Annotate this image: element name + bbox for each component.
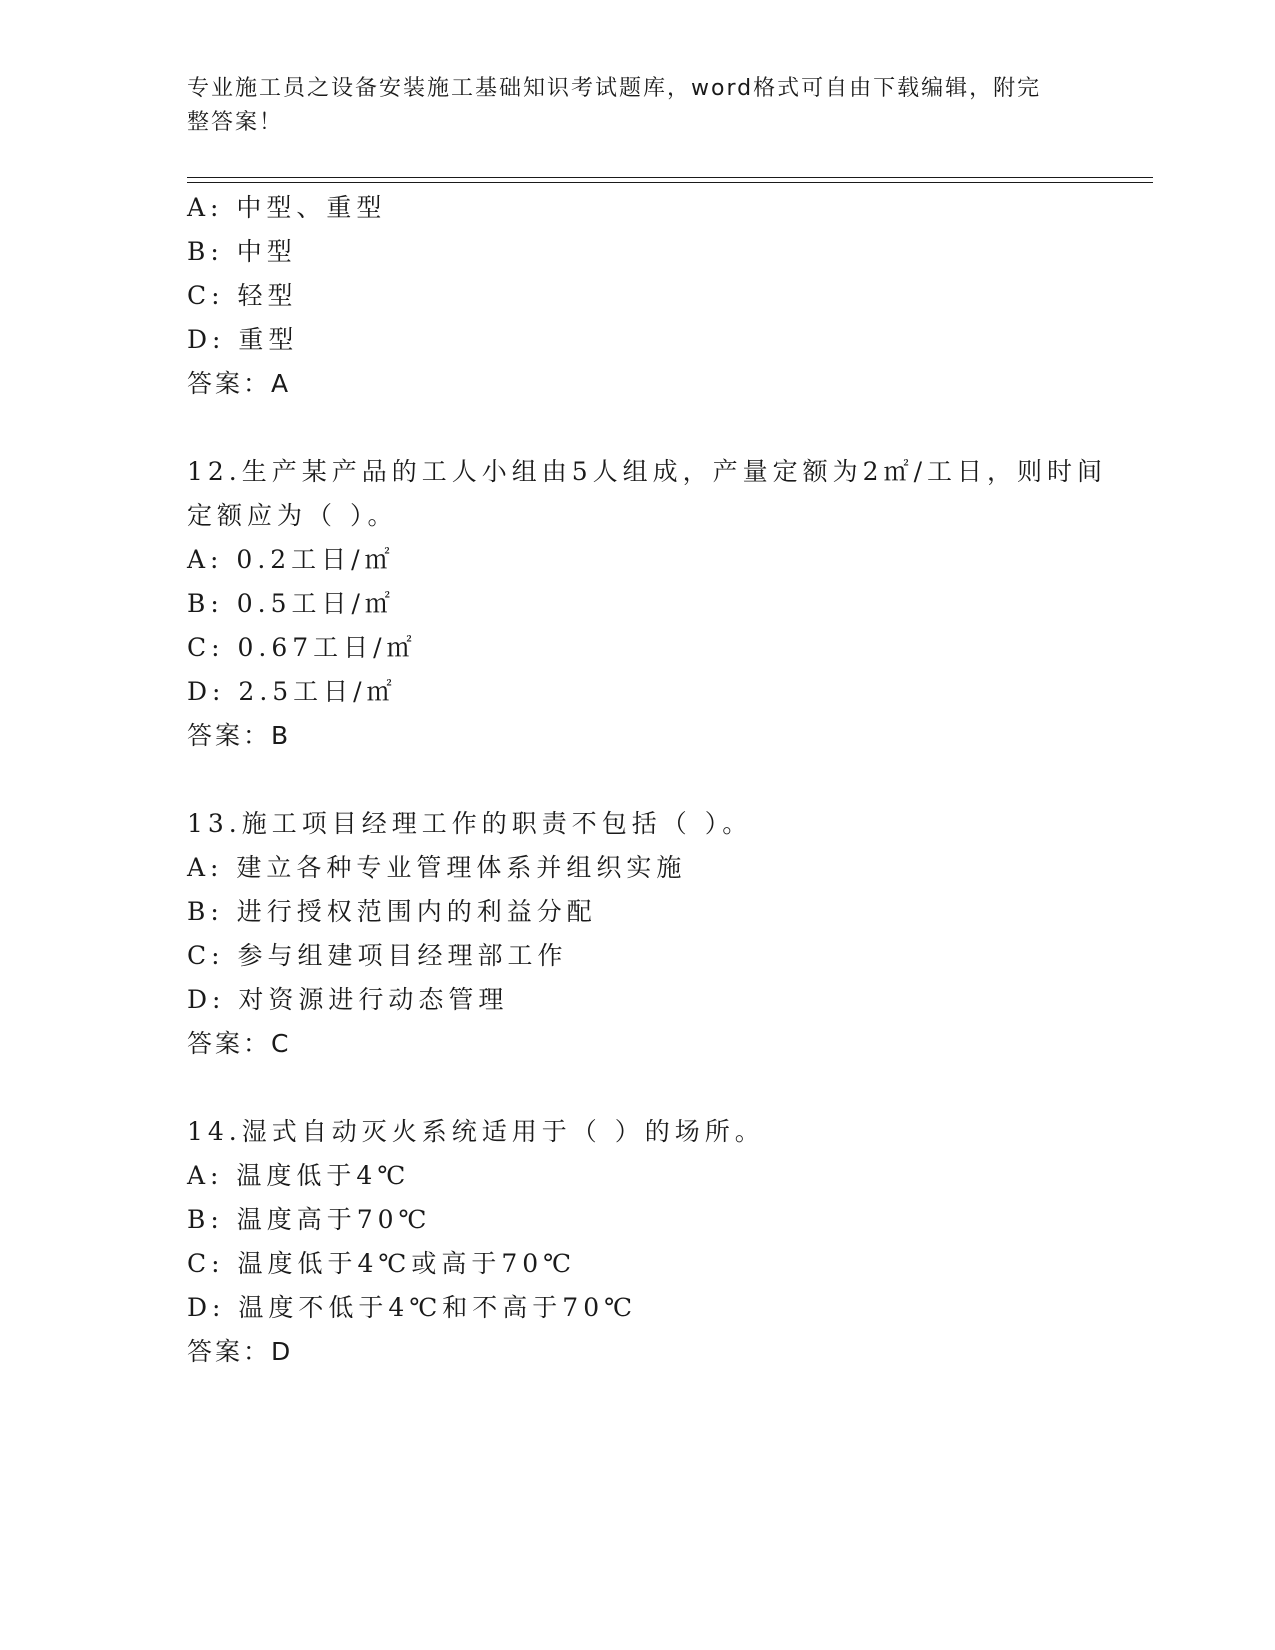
q14-option-d: D: 温度不低于4℃和不高于70℃ xyxy=(187,1293,638,1322)
q14-stem-line-1: 14.湿式自动灭火系统适用于（ ）的场所。 xyxy=(187,1117,765,1146)
q13-answer: 答案：C xyxy=(187,1029,292,1058)
q12-option-a: A: 0.2工日/㎡ xyxy=(187,545,395,574)
q14-answer: 答案：D xyxy=(187,1337,294,1366)
q13-option-b: B: 进行授权范围内的利益分配 xyxy=(187,897,597,926)
header-divider-top xyxy=(187,177,1153,178)
q13-option-a: A: 建立各种专业管理体系并组织实施 xyxy=(187,853,687,882)
q11-option-c: C: 轻型 xyxy=(187,281,298,310)
header-divider-bottom xyxy=(187,182,1153,183)
q12-option-b: B: 0.5工日/㎡ xyxy=(187,589,395,618)
q11-option-d: D: 重型 xyxy=(187,325,299,354)
q13-stem-line-1: 13.施工项目经理工作的职责不包括（ ）。 xyxy=(187,809,753,838)
q12-stem-line-1: 12.生产某产品的工人小组由5人组成，产量定额为2㎡/工日，则时间 xyxy=(187,457,1107,486)
q13-option-d: D: 对资源进行动态管理 xyxy=(187,985,509,1014)
header-line-2: 整答案！ xyxy=(187,110,284,135)
q11-answer: 答案：A xyxy=(187,369,292,398)
q14-option-b: B: 温度高于70℃ xyxy=(187,1205,432,1234)
q14-option-c: C: 温度低于4℃或高于70℃ xyxy=(187,1249,577,1278)
q12-answer: 答案：B xyxy=(187,721,292,750)
document-header xyxy=(187,72,1067,140)
q11-option-a: A: 中型、重型 xyxy=(187,193,387,222)
header-line-1: 专业施工员之设备安装施工基础知识考试题库，word格式可自由下载编辑，附完 xyxy=(187,76,1042,101)
q12-option-c: C: 0.67工日/㎡ xyxy=(187,633,417,662)
q12-option-d: D: 2.5工日/㎡ xyxy=(187,677,397,706)
q12-stem-line-2: 定额应为（ ）。 xyxy=(187,501,398,530)
q11-option-b: B: 中型 xyxy=(187,237,297,266)
q14-option-a: A: 温度低于4℃ xyxy=(187,1161,411,1190)
q13-option-c: C: 参与组建项目经理部工作 xyxy=(187,941,568,970)
